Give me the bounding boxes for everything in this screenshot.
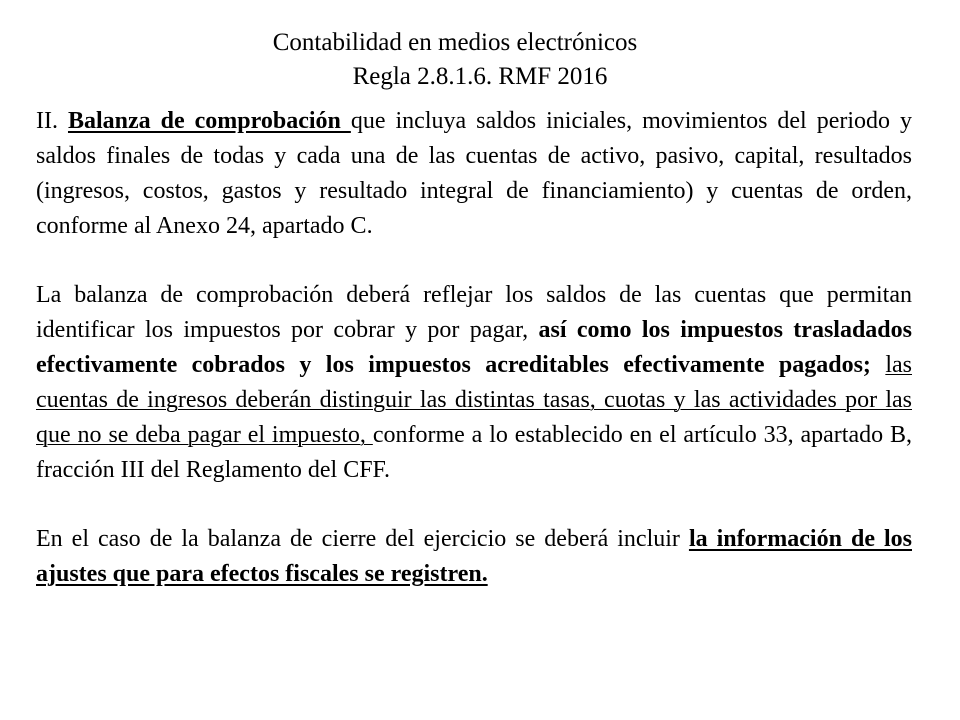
paragraph-lead: II. bbox=[36, 108, 68, 134]
emphasis-ajustes: la información de los ajustes que para efectos fiscales se registren. bbox=[36, 526, 912, 587]
emphasis-impuestos: así como los impuestos trasladados efectivamente cobrados y los impuestos acreditables efectivamente pagados; bbox=[36, 317, 912, 378]
paragraph-text: La balanza de comprobación deberá reflejar los saldos de las cuentas que permitan identificar los impuestos por cobrar y por pagar, bbox=[36, 282, 912, 343]
paragraph-space bbox=[871, 352, 885, 378]
paragraph-cierre bbox=[36, 522, 912, 592]
paragraph-saldos bbox=[36, 278, 912, 488]
document-title: Contabilidad en medios electrónicos bbox=[272, 29, 638, 56]
document-body bbox=[36, 104, 912, 626]
underline-cuentas-ingresos: las cuentas de ingresos deberán distinguir las distintas tasas, cuotas y las actividades por las que no se deba pagar el impuesto, bbox=[36, 352, 912, 448]
paragraph-text: conforme a lo establecido en el artículo 33, apartado B, fracción III del Reglamento del CFF. bbox=[36, 422, 912, 483]
document-header bbox=[0, 26, 960, 94]
document-subtitle: Regla 2.8.1.6. RMF 2016 bbox=[352, 63, 608, 90]
emphasis-balanza: Balanza de comprobación bbox=[67, 108, 351, 134]
paragraph-balanza bbox=[36, 104, 912, 244]
paragraph-text: que incluya saldos iniciales, movimientos del periodo y saldos finales de todas y cada una de las cuentas de activo, pasivo, capital, resultados (ingresos, costos, gastos y resultado integral de financiamiento) y cuentas de orden, conforme al Anexo 24, apartado C. bbox=[36, 108, 913, 239]
paragraph-text: En el caso de la balanza de cierre del ejercicio se deberá incluir bbox=[36, 526, 689, 552]
